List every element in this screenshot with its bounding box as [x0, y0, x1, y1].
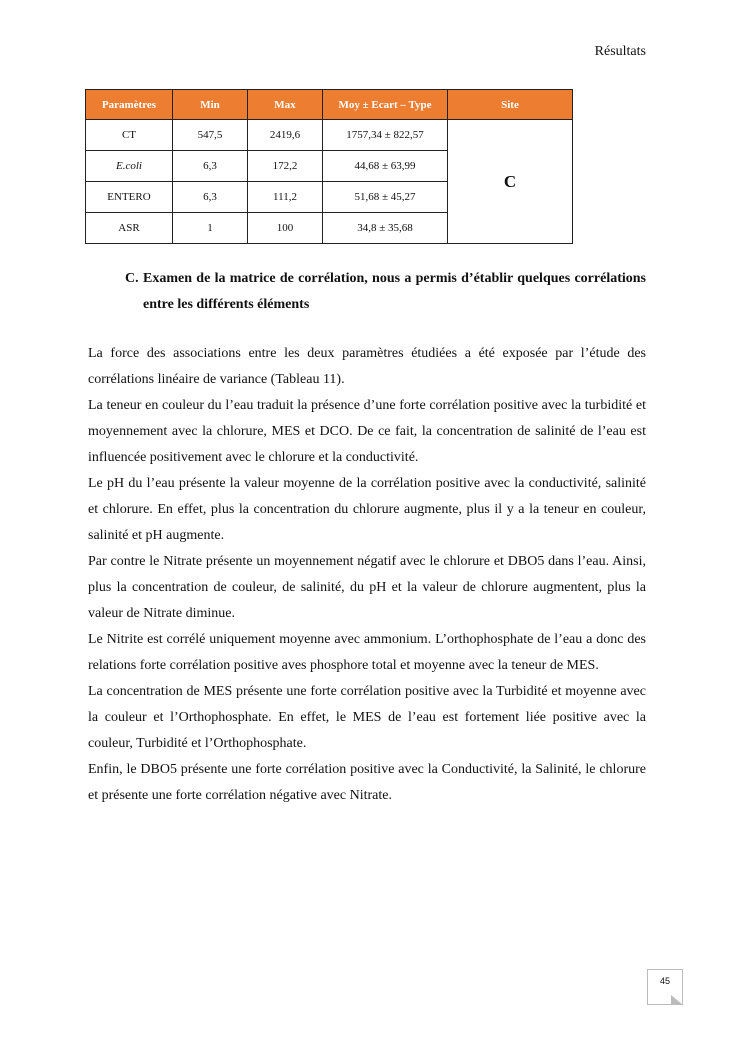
col-header: Min	[173, 90, 248, 120]
paragraph: La force des associations entre les deux paramètres étudiées a été exposée par l’étude des corrélations linéaire de variance (Tableau 11).	[88, 346, 646, 387]
heading-number: C.	[125, 271, 139, 286]
cell: 1	[173, 213, 248, 244]
paragraph: Le pH du l’eau présente la valeur moyenne de la corrélation positive avec la conductivité, salinité et chlorure. En effet, plus la concentration du chlorure augmente, plus il y a la teneur en couleur, salinité et pH augmente.	[88, 476, 646, 543]
cell: 100	[248, 213, 323, 244]
cell: ASR	[86, 213, 173, 244]
page-curl-icon	[671, 995, 683, 1005]
cell: 6,3	[173, 182, 248, 213]
paragraph: Le Nitrite est corrélé uniquement moyenne avec ammonium. L’orthophosphate de l’eau a donc des relations forte corrélation positive aves phosphore total et moyenne avec la teneur de MES.	[88, 632, 646, 673]
cell: 44,68 ± 63,99	[323, 151, 448, 182]
body-text	[88, 341, 646, 809]
table-row	[86, 120, 573, 151]
paragraph: La concentration de MES présente une forte corrélation positive avec la Turbidité et moyenne avec la couleur et l’Orthophosphate. En effet, le MES de l’eau est fortement liée positive avec la couleur, Turbidité et l’Orthophosphate.	[88, 684, 646, 751]
section-heading	[125, 266, 646, 318]
cell: 34,8 ± 35,68	[323, 213, 448, 244]
cell: ENTERO	[86, 182, 173, 213]
cell: E.coli	[86, 151, 173, 182]
col-header: Max	[248, 90, 323, 120]
cell: 6,3	[173, 151, 248, 182]
col-header: Paramètres	[86, 90, 173, 120]
heading-text: Examen de la matrice de corrélation, nous a permis d’établir quelques corrélations entre les différents éléments	[143, 271, 646, 312]
col-header: Moy ± Ecart – Type	[323, 90, 448, 120]
paragraph: La teneur en couleur du l’eau traduit la présence d’une forte corrélation positive avec la turbidité et moyennement avec la chlorure, MES et DCO. De ce fait, la concentration de salinité de l’eau est influencée positivement avec le chlorure et la conductivité.	[88, 398, 646, 465]
col-header: Site	[448, 90, 573, 120]
cell: 2419,6	[248, 120, 323, 151]
running-header: Résultats	[594, 44, 646, 59]
page-number-box	[647, 969, 683, 1005]
site-cell: C	[448, 120, 573, 244]
cell: 172,2	[248, 151, 323, 182]
cell: CT	[86, 120, 173, 151]
paragraph: Par contre le Nitrate présente un moyennement négatif avec le chlorure et DBO5 dans l’eau. Ainsi, plus la concentration de couleur, de salinité, du pH et la valeur de chlorure augmentent, plus la valeur de Nitrate diminue.	[88, 554, 646, 621]
cell: 1757,34 ± 822,57	[323, 120, 448, 151]
table-header-row	[86, 90, 573, 120]
page-number: 45	[659, 976, 670, 986]
paragraph: Enfin, le DBO5 présente une forte corrélation positive avec la Conductivité, la Salinité, le chlorure et présente une forte corrélation négative avec Nitrate.	[88, 762, 646, 803]
cell: 111,2	[248, 182, 323, 213]
cell: 51,68 ± 45,27	[323, 182, 448, 213]
cell: 547,5	[173, 120, 248, 151]
results-table	[85, 89, 573, 244]
